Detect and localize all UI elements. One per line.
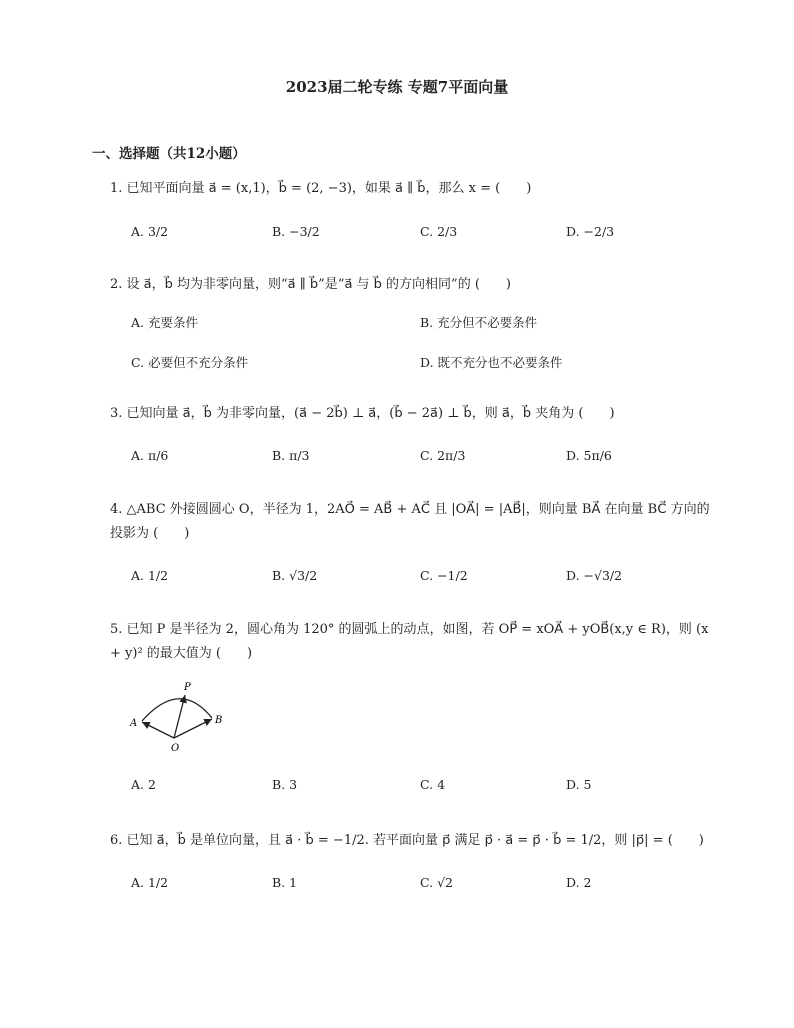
q3-option-d: D. 5π/6 (566, 448, 612, 463)
q2-option-d: D. 既不充分也不必要条件 (420, 355, 563, 370)
label-o: O (171, 743, 180, 754)
page-title: 2023届二轮专练 专题7平面向量 (285, 78, 509, 96)
vector-op (174, 695, 185, 738)
label-a: A (130, 718, 138, 729)
section-heading: 一、选择题（共12小题） (92, 146, 246, 162)
question-5-stem: 5. 已知 P 是半径为 2，圆心角为 120° 的圆弧上的动点，如图，若 OP⃗ = xOA⃗ + yOB⃗(x,y ∈ R)，则 (x + y)² 的最大值为 ( ) (110, 622, 709, 661)
q3-option-a: A. π/6 (131, 448, 169, 463)
q3-option-b: B. π/3 (272, 448, 310, 463)
q4-option-c: C. −1/2 (420, 568, 468, 583)
label-b: B (215, 715, 223, 726)
q1-option-c: C. 2/3 (420, 224, 458, 239)
q5-option-b: B. 3 (272, 777, 298, 792)
q1-option-d: D. −2/3 (566, 224, 615, 239)
q1-option-a: A. 3/2 (131, 224, 169, 239)
q2-option-a: A. 充要条件 (131, 315, 198, 330)
q4-option-d: D. −√3/2 (566, 568, 623, 583)
question-2-stem: 2. 设 a⃗，b⃗ 均为非零向量，则“a⃗ ∥ b⃗”是“a⃗ 与 b⃗ 的方向相同”的 ( ) (110, 277, 511, 292)
q1-option-b: B. −3/2 (272, 224, 320, 239)
q5-option-d: D. 5 (566, 777, 592, 792)
label-p: P (184, 682, 191, 693)
vector-ob (174, 719, 212, 738)
sector-figure (124, 678, 234, 758)
arc (142, 699, 212, 721)
question-6-stem: 6. 已知 a⃗，b⃗ 是单位向量，且 a⃗ · b⃗ = −1/2. 若平面向量 p⃗ 满足 p⃗ · a⃗ = p⃗ · b⃗ = 1/2，则 |p⃗| = ( ) (110, 833, 704, 848)
question-4-stem: 4. △ABC 外接圆圆心 O，半径为 1，2AO⃗ = AB⃗ + AC⃗ 且 |OA⃗| = |AB⃗|，则向量 BA⃗ 在向量 BC⃗ 方向的投影为 ( ) (110, 502, 710, 541)
q5-option-a: A. 2 (131, 777, 156, 792)
q6-option-d: D. 2 (566, 875, 592, 890)
q2-option-c: C. 必要但不充分条件 (131, 355, 249, 370)
q2-option-b: B. 充分但不必要条件 (420, 315, 538, 330)
q5-option-c: C. 4 (420, 777, 446, 792)
question-3-stem: 3. 已知向量 a⃗，b⃗ 为非零向量，(a⃗ − 2b⃗) ⊥ a⃗，(b⃗ − 2a⃗) ⊥ b⃗，则 a⃗，b⃗ 夹角为 ( ) (110, 406, 615, 421)
q6-option-c: C. √2 (420, 875, 453, 890)
q4-option-b: B. √3/2 (272, 568, 318, 583)
q4-option-a: A. 1/2 (131, 568, 169, 583)
q6-option-b: B. 1 (272, 875, 298, 890)
question-1-stem: 1. 已知平面向量 a⃗ = (x,1)，b⃗ = (2, −3)，如果 a⃗ ∥ b⃗，那么 x = ( ) (110, 181, 532, 196)
vector-oa (142, 722, 174, 738)
q6-option-a: A. 1/2 (131, 875, 169, 890)
q3-option-c: C. 2π/3 (420, 448, 466, 463)
